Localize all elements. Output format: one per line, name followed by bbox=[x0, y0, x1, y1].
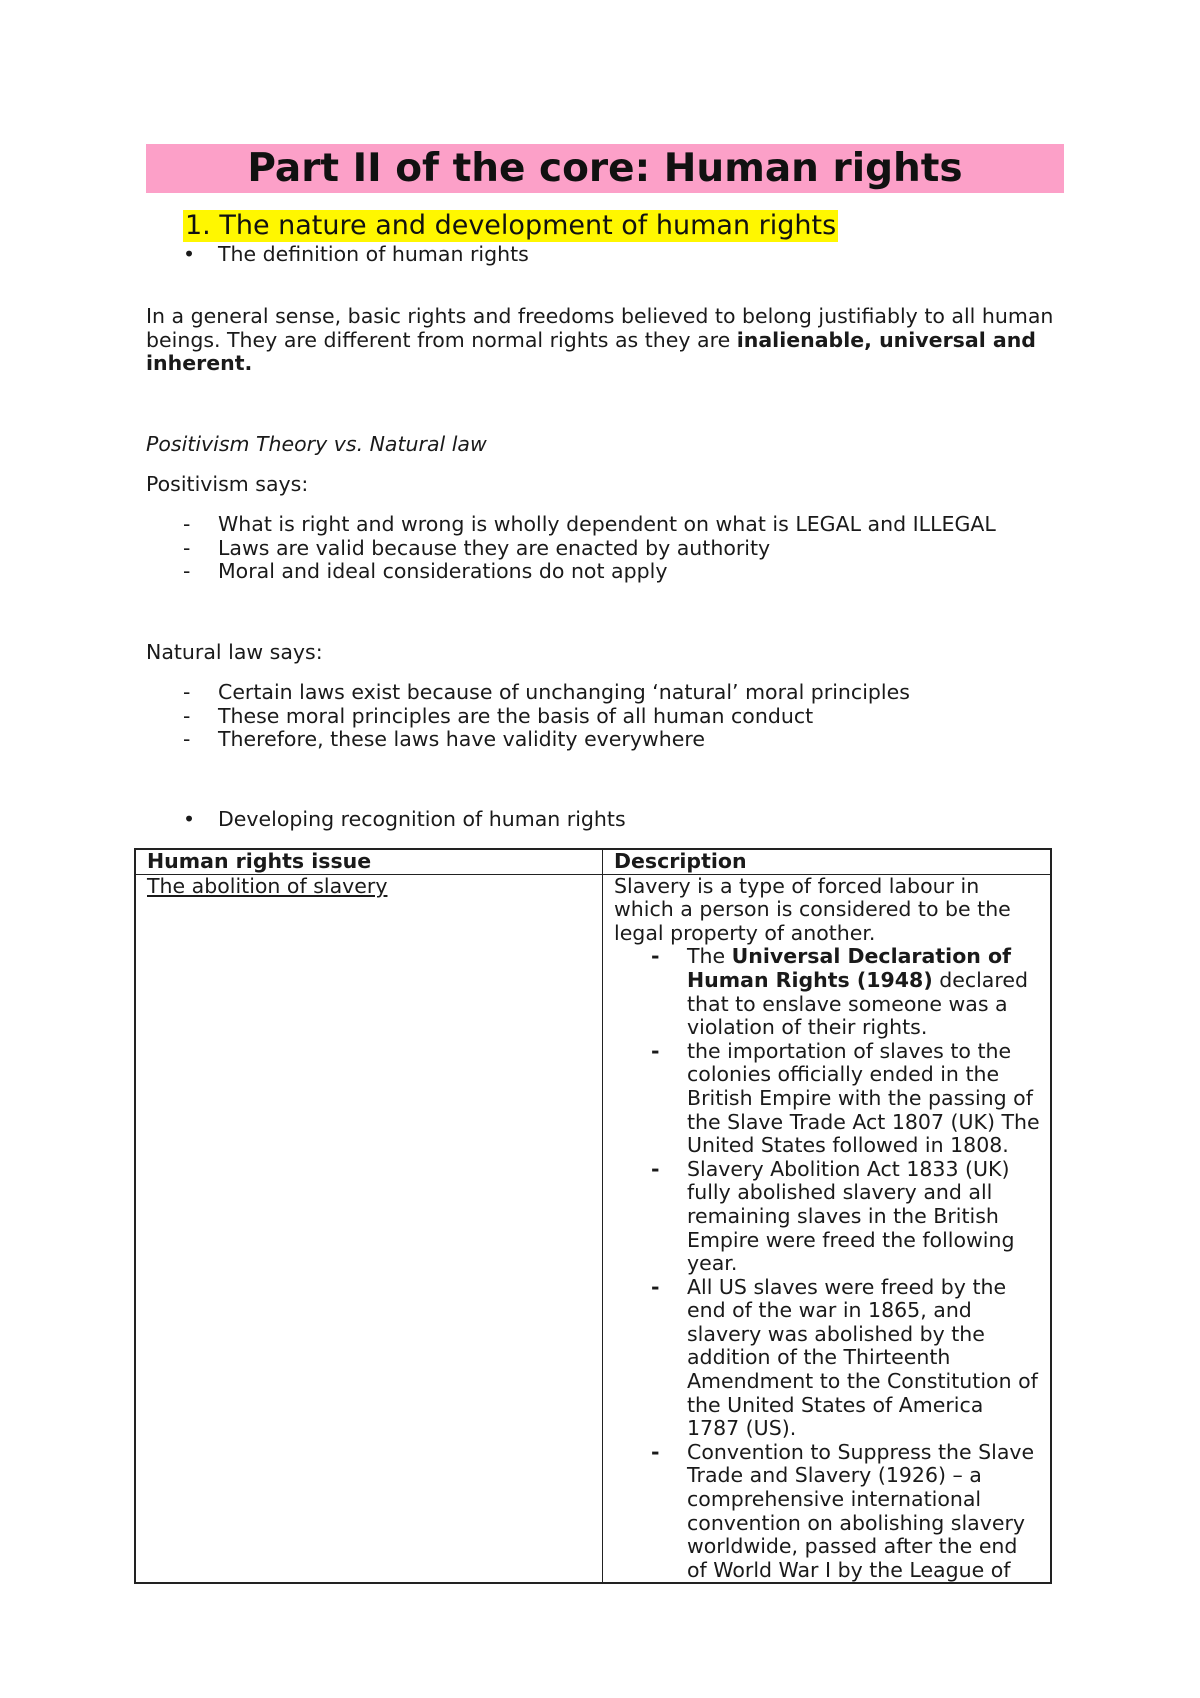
bullet-definition-text: The definition of human rights bbox=[218, 242, 529, 266]
list-item-text: What is right and wrong is wholly dependent on what is LEGAL and ILLEGAL bbox=[218, 512, 996, 536]
dash-icon: - bbox=[651, 944, 660, 969]
description-list bbox=[614, 945, 1042, 1582]
definition-paragraph bbox=[146, 305, 1076, 376]
item-text: Convention to Suppress the Slave Trade and Slavery (1926) – a comprehensive international convention on abolishing slavery worldwide, passed after the end of World War I by the League of bbox=[687, 1439, 1035, 1582]
dash-icon: - bbox=[651, 1439, 660, 1464]
dash-icon: - bbox=[183, 535, 191, 560]
definition-text: In a general sense, basic rights and freedoms believed to belong justifiably to all human beings. They are different from normal rights as they are bbox=[146, 304, 1054, 352]
list-item bbox=[183, 681, 910, 705]
list-item bbox=[183, 560, 996, 584]
table-header-description: Description bbox=[603, 849, 1052, 874]
item-text: declared that to enslave someone was a violation of their rights. bbox=[687, 967, 1028, 1040]
dash-icon: - bbox=[183, 703, 191, 728]
description-cell bbox=[603, 874, 1052, 1583]
positivism-list bbox=[183, 513, 996, 584]
dash-icon: - bbox=[651, 1274, 660, 1299]
table-row bbox=[135, 874, 1051, 1583]
item-text: The bbox=[687, 944, 732, 969]
list-item-text: Therefore, these laws have validity everywhere bbox=[218, 727, 705, 751]
list-item bbox=[183, 513, 996, 537]
list-item-text: These moral principles are the basis of all human conduct bbox=[218, 703, 814, 728]
human-rights-table bbox=[134, 848, 1052, 1584]
dash-icon: - bbox=[183, 680, 191, 704]
page-title: Part II of the core: Human rights bbox=[247, 146, 963, 191]
table-header-row bbox=[135, 849, 1051, 874]
list-item bbox=[183, 728, 910, 752]
dash-icon: - bbox=[183, 512, 191, 536]
list-item-text: Moral and ideal considerations do not apply bbox=[218, 559, 668, 583]
definition-bold: inalienable, universal and inherent. bbox=[146, 327, 1036, 375]
dash-icon: - bbox=[651, 1038, 660, 1063]
dash-icon: - bbox=[183, 727, 191, 751]
bullet-icon: • bbox=[183, 242, 196, 266]
issue-cell bbox=[135, 874, 603, 1583]
issue-text: The abolition of slavery bbox=[147, 873, 388, 898]
title-banner bbox=[146, 144, 1064, 193]
list-item-text: Laws are valid because they are enacted by authority bbox=[218, 535, 771, 560]
natural-law-list bbox=[183, 681, 910, 752]
list-item-text: Certain laws exist because of unchanging ‘natural’ moral principles bbox=[218, 680, 910, 704]
list-item bbox=[651, 944, 1042, 1040]
natural-law-label: Natural law says: bbox=[146, 640, 323, 664]
theories-heading: Positivism Theory vs. Natural law bbox=[146, 432, 487, 456]
list-item bbox=[651, 1274, 1042, 1441]
list-item bbox=[651, 1156, 1042, 1276]
section-heading: 1. The nature and development of human rights bbox=[185, 210, 837, 241]
dash-icon: - bbox=[651, 1156, 660, 1181]
item-text: Slavery Abolition Act 1833 (UK) fully abolished slavery and all remaining slaves in the British Empire were freed the following year. bbox=[687, 1156, 1015, 1276]
item-text: the importation of slaves to the colonies officially ended in the British Empire with the passing of the Slave Trade Act 1807 (UK) The United States followed in 1808. bbox=[687, 1038, 1040, 1158]
table-header-issue: Human rights issue bbox=[135, 849, 603, 874]
item-bold: Universal Declaration of Human Rights (1948) bbox=[687, 944, 1012, 992]
list-item bbox=[183, 537, 996, 561]
list-item bbox=[651, 1439, 1042, 1583]
bullet-icon: • bbox=[183, 807, 196, 831]
item-text: All US slaves were freed by the end of the war in 1865, and slavery was abolished by the addition of the Thirteenth Amendment to the Constitution of the United States of America 1787 (US). bbox=[687, 1274, 1038, 1441]
list-item bbox=[651, 1038, 1042, 1158]
bullet-recognition-text: Developing recognition of human rights bbox=[218, 807, 626, 831]
positivism-label: Positivism says: bbox=[146, 472, 309, 496]
list-item bbox=[183, 705, 910, 729]
dash-icon: - bbox=[183, 559, 191, 583]
description-intro: Slavery is a type of forced labour in which a person is considered to be the legal property of another. bbox=[614, 873, 1011, 945]
